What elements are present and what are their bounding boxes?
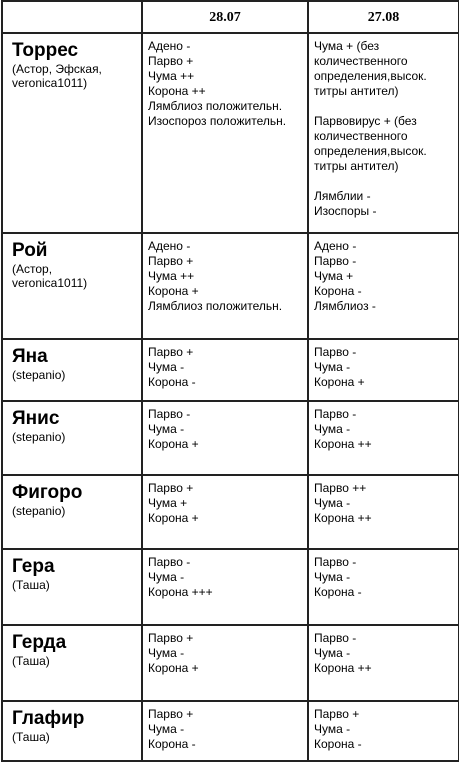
result-cell-date-2 — [308, 339, 459, 401]
pet-cell — [2, 339, 142, 401]
owner-label: (stepanio) — [12, 504, 66, 518]
result-line: Чума - — [314, 722, 351, 736]
pet-name: Глафир — [12, 708, 85, 729]
result-line: Парво + — [148, 345, 194, 359]
result-line: Чума - — [314, 570, 351, 584]
result-line: количественного — [314, 54, 408, 68]
result-line: Парво - — [314, 555, 357, 569]
pet-name: Гера — [12, 556, 55, 577]
result-line: Чума - — [314, 360, 351, 374]
result-line: Чума ++ — [148, 69, 195, 83]
result-line: Корона ++ — [314, 511, 372, 525]
result-cell-date-1 — [142, 625, 308, 701]
result-cell-date-2 — [308, 549, 459, 625]
result-line: Чума - — [148, 570, 185, 584]
result-line: Парво + — [314, 707, 360, 721]
result-cell-date-1 — [142, 233, 308, 339]
result-line: Изоспоры - — [314, 204, 377, 218]
result-line: определения,высок. — [314, 144, 427, 158]
result-line: Парво - — [148, 555, 191, 569]
result-line: Корона - — [148, 375, 196, 389]
pet-name: Яна — [12, 346, 48, 367]
result-line: Чума ++ — [148, 269, 195, 283]
result-line: Корона - — [314, 284, 362, 298]
result-cell-date-2 — [308, 625, 459, 701]
result-line: Чума + (без — [314, 39, 380, 53]
table-row — [2, 625, 459, 701]
pet-cell — [2, 701, 142, 761]
result-cell-date-1 — [142, 549, 308, 625]
result-line: Парво - — [148, 407, 191, 421]
line-gap — [314, 174, 454, 189]
result-line: Парво + — [148, 54, 194, 68]
header-row — [2, 1, 459, 33]
result-line: Корона + — [148, 661, 199, 675]
pet-name: Торрес — [12, 40, 79, 61]
result-line: Корона + — [148, 284, 199, 298]
result-line: Чума + — [148, 496, 188, 510]
result-line: Парво - — [314, 254, 357, 268]
result-line: Корона + — [148, 437, 199, 451]
result-line: Лямблии - — [314, 189, 371, 203]
result-line: Парво + — [148, 631, 194, 645]
owner-label: (Астор, veronica1011) — [12, 262, 88, 290]
result-cell-date-2 — [308, 401, 459, 475]
result-line: Адено - — [148, 239, 191, 253]
result-line: Чума - — [148, 422, 185, 436]
table-row — [2, 701, 459, 761]
result-line: Парво - — [314, 407, 357, 421]
pet-cell — [2, 33, 142, 233]
result-line: Корона - — [314, 585, 362, 599]
result-cell-date-1 — [142, 33, 308, 233]
result-line: Корона ++ — [314, 437, 372, 451]
result-cell-date-1 — [142, 701, 308, 761]
header-empty — [2, 1, 142, 33]
pet-cell — [2, 401, 142, 475]
table-row — [2, 549, 459, 625]
table-row — [2, 33, 459, 233]
result-line: Изоспороз положительн. — [148, 114, 287, 128]
owner-label: (stepanio) — [12, 430, 66, 444]
pet-cell — [2, 549, 142, 625]
result-line: Парво - — [314, 345, 357, 359]
result-line: Корона ++ — [148, 84, 206, 98]
table-row — [2, 401, 459, 475]
result-line: Парво ++ — [314, 481, 367, 495]
result-line: титры антител) — [314, 84, 399, 98]
result-cell-date-1 — [142, 401, 308, 475]
result-line: Чума - — [148, 646, 185, 660]
result-line: Корона + — [148, 511, 199, 525]
result-line: определения,высок. — [314, 69, 427, 83]
pet-cell — [2, 625, 142, 701]
result-line: Чума - — [148, 722, 185, 736]
pet-name: Рой — [12, 240, 48, 261]
result-line: Адено - — [314, 239, 357, 253]
table-row — [2, 475, 459, 549]
pet-cell — [2, 233, 142, 339]
result-line: Корона +++ — [148, 585, 213, 599]
header-date-1: 28.07 — [142, 1, 308, 33]
table-row — [2, 233, 459, 339]
result-line: Парво - — [314, 631, 357, 645]
result-line: Парво + — [148, 707, 194, 721]
result-line: Чума - — [148, 360, 185, 374]
line-gap — [314, 99, 454, 114]
result-line: Парво + — [148, 254, 194, 268]
result-cell-date-2 — [308, 701, 459, 761]
result-line: Корона - — [314, 737, 362, 751]
result-line: Чума - — [314, 422, 351, 436]
result-line: количественного — [314, 129, 408, 143]
owner-label: (Таша) — [12, 578, 50, 592]
pet-name: Янис — [12, 408, 60, 429]
result-cell-date-2 — [308, 233, 459, 339]
pet-name: Герда — [12, 632, 67, 653]
header-date-2: 27.08 — [308, 1, 459, 33]
owner-label: (Таша) — [12, 654, 50, 668]
result-cell-date-2 — [308, 475, 459, 549]
table-row — [2, 339, 459, 401]
result-cell-date-2 — [308, 33, 459, 233]
result-line: Парво + — [148, 481, 194, 495]
owner-label: (Таша) — [12, 730, 50, 744]
result-line: титры антител) — [314, 159, 399, 173]
owner-label: (Астор, Эфская, veronica1011) — [12, 62, 102, 90]
result-cell-date-1 — [142, 475, 308, 549]
result-line: Корона ++ — [314, 661, 372, 675]
result-line: Чума - — [314, 496, 351, 510]
result-line: Лямблиоз - — [314, 299, 376, 313]
result-line: Адено - — [148, 39, 191, 53]
result-line: Корона + — [314, 375, 365, 389]
result-line: Лямблиоз положительн. — [148, 299, 283, 313]
results-table — [1, 0, 459, 762]
owner-label: (stepanio) — [12, 368, 66, 382]
result-line: Лямблиоз положительн. — [148, 99, 283, 113]
result-line: Парвовирус + (без — [314, 114, 417, 128]
result-line: Чума + — [314, 269, 354, 283]
result-line: Корона - — [148, 737, 196, 751]
result-line: Чума - — [314, 646, 351, 660]
pet-cell — [2, 475, 142, 549]
pet-name: Фигоро — [12, 482, 83, 503]
result-cell-date-1 — [142, 339, 308, 401]
